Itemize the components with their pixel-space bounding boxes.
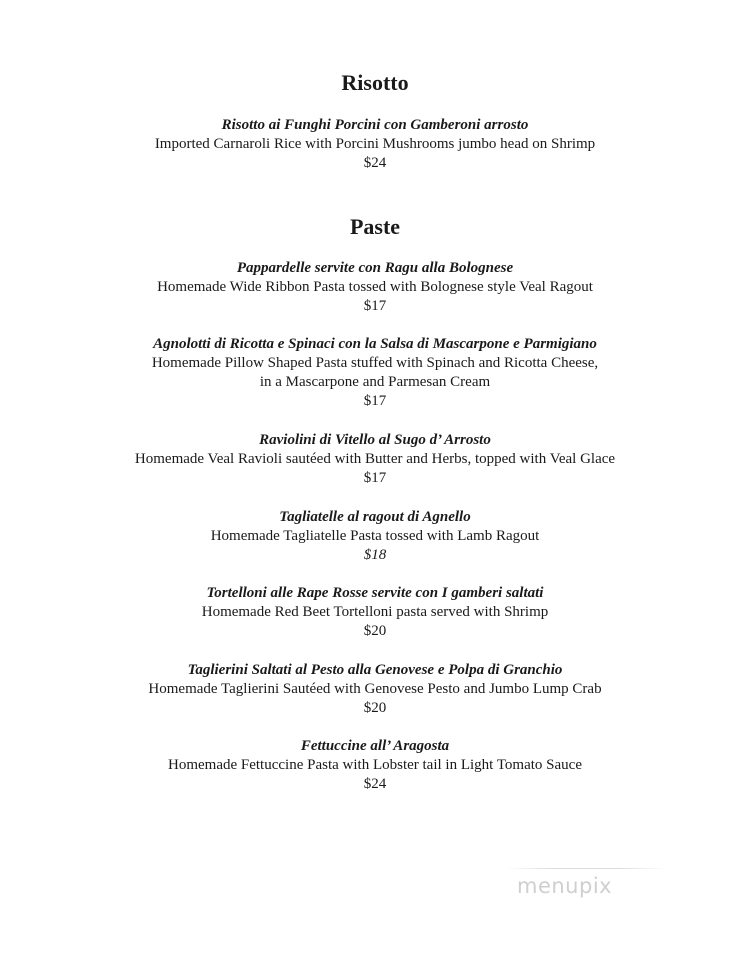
section-title-paste: Paste [349,214,401,239]
menu-item-name: Risotto ai Funghi Porcini con Gamberoni arrosto [221,117,529,133]
menu-item-name: Raviolini di Vitello al Sugo d’ Arrosto [259,432,491,448]
menu-item-price: $17 [363,470,387,486]
menu-item-description: Homemade Veal Ravioli sautéed with Butter and Herbs, topped with Veal Glace [134,451,616,467]
menu-item-risotto-funghi [0,116,750,173]
menu-item-agnolotti [0,335,750,411]
menu-item-description: Homemade Wide Ribbon Pasta tossed with Bolognese style Veal Ragout [157,279,593,295]
watermark-divider [505,868,665,869]
menu-item-tortelloni [0,584,750,641]
menu-item-name: Agnolotti di Ricotta e Spinaci con la Salsa di Mascarpone e Parmigiano [153,336,597,352]
menupix-watermark [505,868,665,908]
menu-item-name: Tagliatelle al ragout di Agnello [279,509,471,525]
section-title-risotto: Risotto [341,70,409,95]
menu-item-fettuccine [0,737,750,794]
menu-item-price: $24 [363,776,387,792]
menu-item-description: Homemade Red Beet Tortelloni pasta served with Shrimp [201,604,549,620]
menu-item-name: Tortelloni alle Rape Rosse servite con I gamberi saltati [206,585,544,601]
menu-item-description: Imported Carnaroli Rice with Porcini Mushrooms jumbo head on Shrimp [154,136,596,152]
menu-item-name: Fettuccine all’ Aragosta [300,738,450,754]
menu-item-price: $17 [363,393,387,409]
menu-item-name: Taglierini Saltati al Pesto alla Genovese e Polpa di Granchio [187,662,563,678]
menu-item-raviolini [0,431,750,488]
watermark-text: menupix [517,874,613,898]
menu-item-price: $20 [363,623,387,639]
menu-item-description: in a Mascarpone and Parmesan Cream [259,374,491,390]
menu-item-description: Homemade Pillow Shaped Pasta stuffed with Spinach and Ricotta Cheese, [151,355,599,371]
menu-item-price: $17 [363,298,387,314]
menu-item-price: $18 [363,547,387,563]
menu-item-description: Homemade Taglierini Sautéed with Genovese Pesto and Jumbo Lump Crab [148,681,602,697]
menu-item-description: Homemade Fettuccine Pasta with Lobster tail in Light Tomato Sauce [168,757,582,773]
menu-item-description: Homemade Tagliatelle Pasta tossed with Lamb Ragout [210,528,540,544]
menu-item-price: $24 [363,155,387,171]
menu-item-price: $20 [363,700,387,716]
menu-item-name: Pappardelle servite con Ragu alla Bolognese [236,260,514,276]
menu-item-pappardelle [0,259,750,316]
menu-item-taglierini [0,661,750,718]
menu-item-tagliatelle [0,508,750,565]
